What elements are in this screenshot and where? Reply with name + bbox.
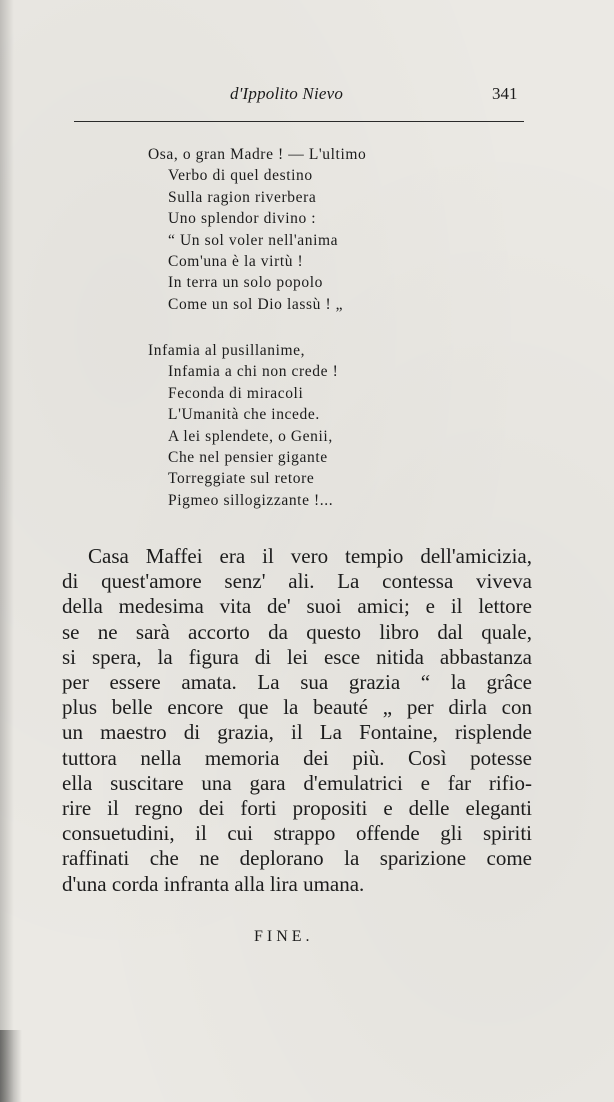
poem-line: Infamia al pusillanime, [148, 342, 306, 359]
poem-line: Verbo di quel destino [168, 167, 313, 185]
page-number: 341 [492, 84, 518, 103]
poem-line: A lei splendete, o Genii, [168, 427, 333, 445]
poem-line: Che nel pensier gigante [168, 449, 328, 467]
prose-line: consuetudini, il cui strappo offende gli spiriti [62, 821, 532, 846]
prose-line: raffinati che ne deplorano la sparizione come [62, 846, 532, 871]
poem-line: Osa, o gran Madre ! — L'ultimo [148, 146, 367, 163]
prose-line: un maestro di grazia, il La Fontaine, risplende [62, 720, 532, 745]
closing-word: FINE. [254, 928, 314, 945]
prose-line: ella suscitare una gara d'emulatrici e far rifio- [62, 770, 532, 795]
header-rule [74, 121, 524, 122]
prose-line: Casa Maffei era il vero tempio dell'amicizia, [88, 544, 532, 568]
poem-line: Sulla ragion riverbera [168, 188, 317, 206]
page-edge-mark [0, 1030, 22, 1102]
poem-line: “ Un sol voler nell'anima [168, 231, 339, 249]
prose-line: d'una corda infranta alla lira umana. [62, 871, 365, 896]
poem-line: Pigmeo sillogizzante !... [168, 491, 334, 509]
prose-line: si spera, la figura di lei esce nitida abbastanza [62, 644, 532, 669]
prose-line: di quest'amore senz' ali. La contessa viveva [62, 569, 532, 594]
running-title: d'Ippolito Nievo [230, 84, 344, 103]
poem-stanza-1 [148, 144, 366, 315]
prose-line: plus belle encore que la beauté „ per dirla con [62, 695, 532, 720]
poem-line: Feconda di miracoli [168, 384, 304, 402]
poem-line: Uno splendor divino : [168, 210, 317, 228]
prose-line: rire il regno dei forti propositi e delle eleganti [62, 796, 532, 821]
poem-line: Infamia a chi non crede ! [168, 363, 339, 381]
poem-stanza-2 [148, 340, 338, 511]
poem-line: Com'una è la virtù ! [168, 253, 304, 271]
poem-line: L'Umanità che incede. [168, 406, 320, 424]
page-binding-shadow [0, 0, 14, 1102]
prose-paragraph [62, 544, 532, 897]
prose-line: per essere amata. La sua grazia “ la grâce [62, 670, 532, 695]
prose-line: tuttora nella memoria dei più. Così potesse [62, 745, 532, 770]
prose-line: della medesima vita de' suoi amici; e il lettore [62, 594, 532, 619]
prose-line: se ne sarà accorto da questo libro dal quale, [62, 619, 532, 644]
poem-line: Come un sol Dio lassù ! „ [168, 295, 344, 313]
poem-line: Torreggiate sul retore [168, 470, 315, 488]
poem-line: In terra un solo popolo [168, 274, 323, 292]
